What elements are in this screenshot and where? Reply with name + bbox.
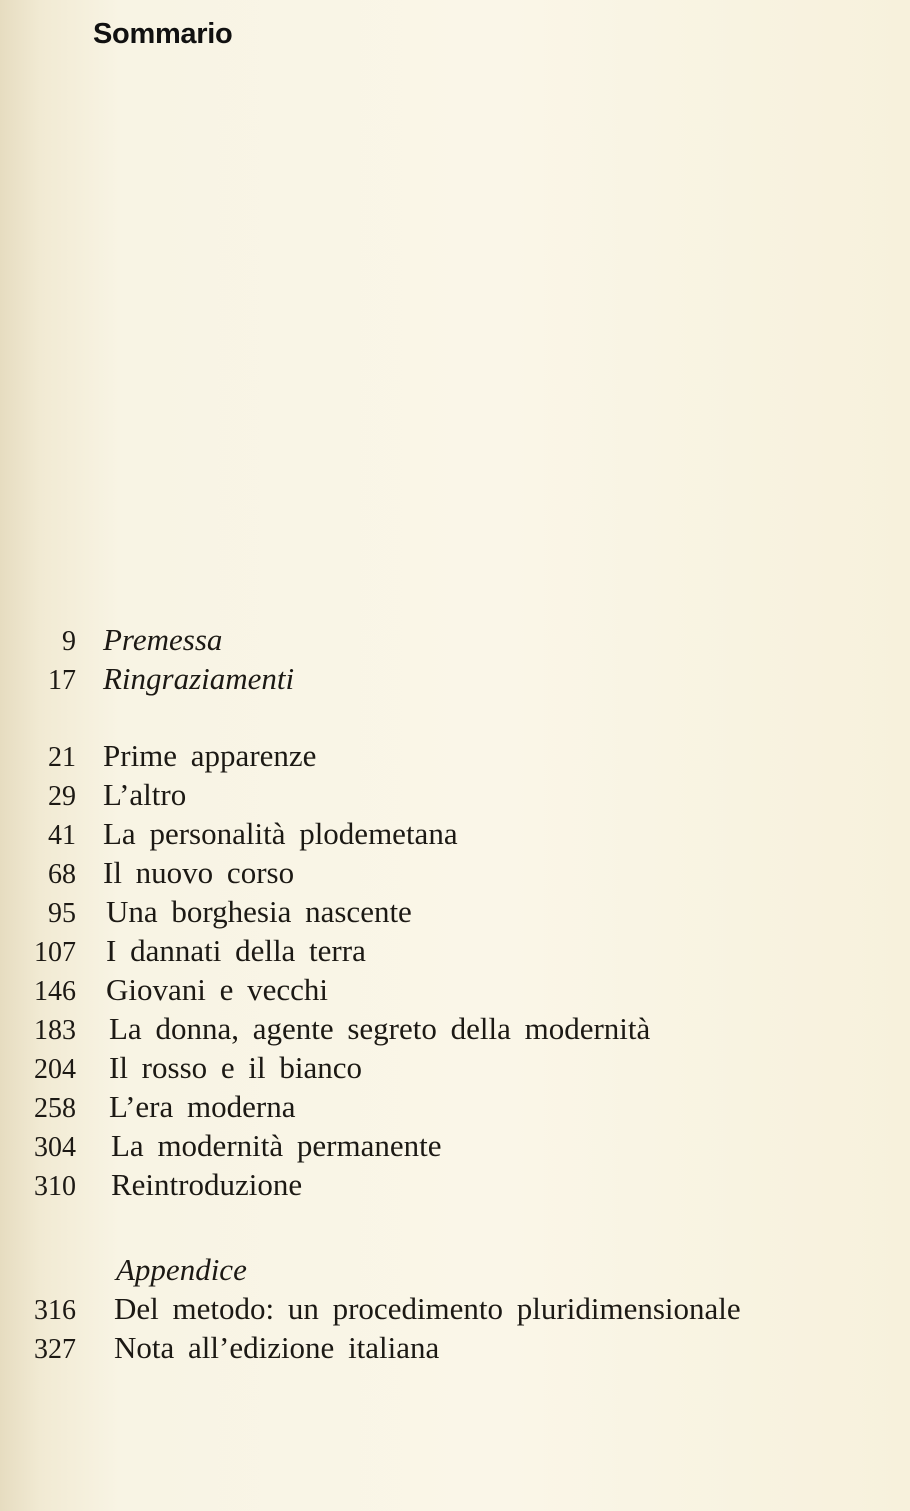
page-number: 29 bbox=[48, 781, 76, 812]
entry-title: Ringraziamenti bbox=[103, 661, 295, 696]
toc-entry bbox=[0, 1050, 880, 1089]
appendix-heading: Appendice bbox=[116, 1252, 247, 1287]
entry-title: Reintroduzione bbox=[111, 1167, 303, 1202]
toc-entry bbox=[0, 777, 880, 816]
entry-title: Il rosso e il bianco bbox=[109, 1050, 363, 1085]
entry-title: Il nuovo corso bbox=[103, 855, 295, 890]
page-number: 107 bbox=[34, 937, 76, 968]
entry-title: Una borghesia nascente bbox=[106, 894, 412, 929]
toc-entry bbox=[0, 972, 880, 1011]
appendix-list bbox=[0, 1252, 880, 1369]
page-heading: Sommario bbox=[93, 18, 233, 50]
page-number: 258 bbox=[34, 1093, 76, 1124]
entry-title: Giovani e vecchi bbox=[106, 972, 329, 1007]
page-number: 327 bbox=[34, 1334, 76, 1365]
entry-title: Prime apparenze bbox=[103, 738, 317, 773]
page-number: 95 bbox=[48, 898, 76, 929]
page-number: 304 bbox=[34, 1132, 76, 1163]
toc-entry bbox=[0, 855, 880, 894]
page-number: 146 bbox=[34, 976, 76, 1007]
toc-entry bbox=[0, 894, 880, 933]
toc-entry bbox=[0, 816, 880, 855]
page-number: 316 bbox=[34, 1295, 76, 1326]
toc-entry bbox=[0, 933, 880, 972]
front-matter-list bbox=[0, 622, 880, 700]
entry-title: L’era moderna bbox=[109, 1089, 296, 1124]
page-number: 17 bbox=[48, 665, 76, 696]
entry-title: La modernità permanente bbox=[111, 1128, 442, 1163]
entry-title: Nota all’edizione italiana bbox=[114, 1330, 440, 1365]
toc-entry bbox=[0, 1128, 880, 1167]
toc-entry bbox=[0, 1011, 880, 1050]
page-number: 41 bbox=[48, 820, 76, 851]
entry-title: L’altro bbox=[103, 777, 187, 812]
toc-entry bbox=[0, 1167, 880, 1206]
entry-title: I dannati della terra bbox=[106, 933, 366, 968]
entry-title: Premessa bbox=[103, 622, 223, 657]
toc-entry bbox=[0, 1089, 880, 1128]
page-number: 183 bbox=[34, 1015, 76, 1046]
appendix-label bbox=[0, 1252, 880, 1291]
page-number: 68 bbox=[48, 859, 76, 890]
toc-entry bbox=[0, 1291, 880, 1330]
entry-title: La personalità plodemetana bbox=[103, 816, 458, 851]
entry-title: La donna, agente segreto della modernità bbox=[109, 1011, 651, 1046]
toc-entry bbox=[0, 661, 880, 700]
toc-entry bbox=[0, 622, 880, 661]
page-number: 9 bbox=[62, 626, 76, 657]
page-number: 21 bbox=[48, 742, 76, 773]
entry-title: Del metodo: un procedimento pluridimensionale bbox=[114, 1291, 741, 1326]
chapter-list bbox=[0, 738, 880, 1206]
page-number: 310 bbox=[34, 1171, 76, 1202]
toc-entry bbox=[0, 738, 880, 777]
toc-entry bbox=[0, 1330, 880, 1369]
page-number: 204 bbox=[34, 1054, 76, 1085]
